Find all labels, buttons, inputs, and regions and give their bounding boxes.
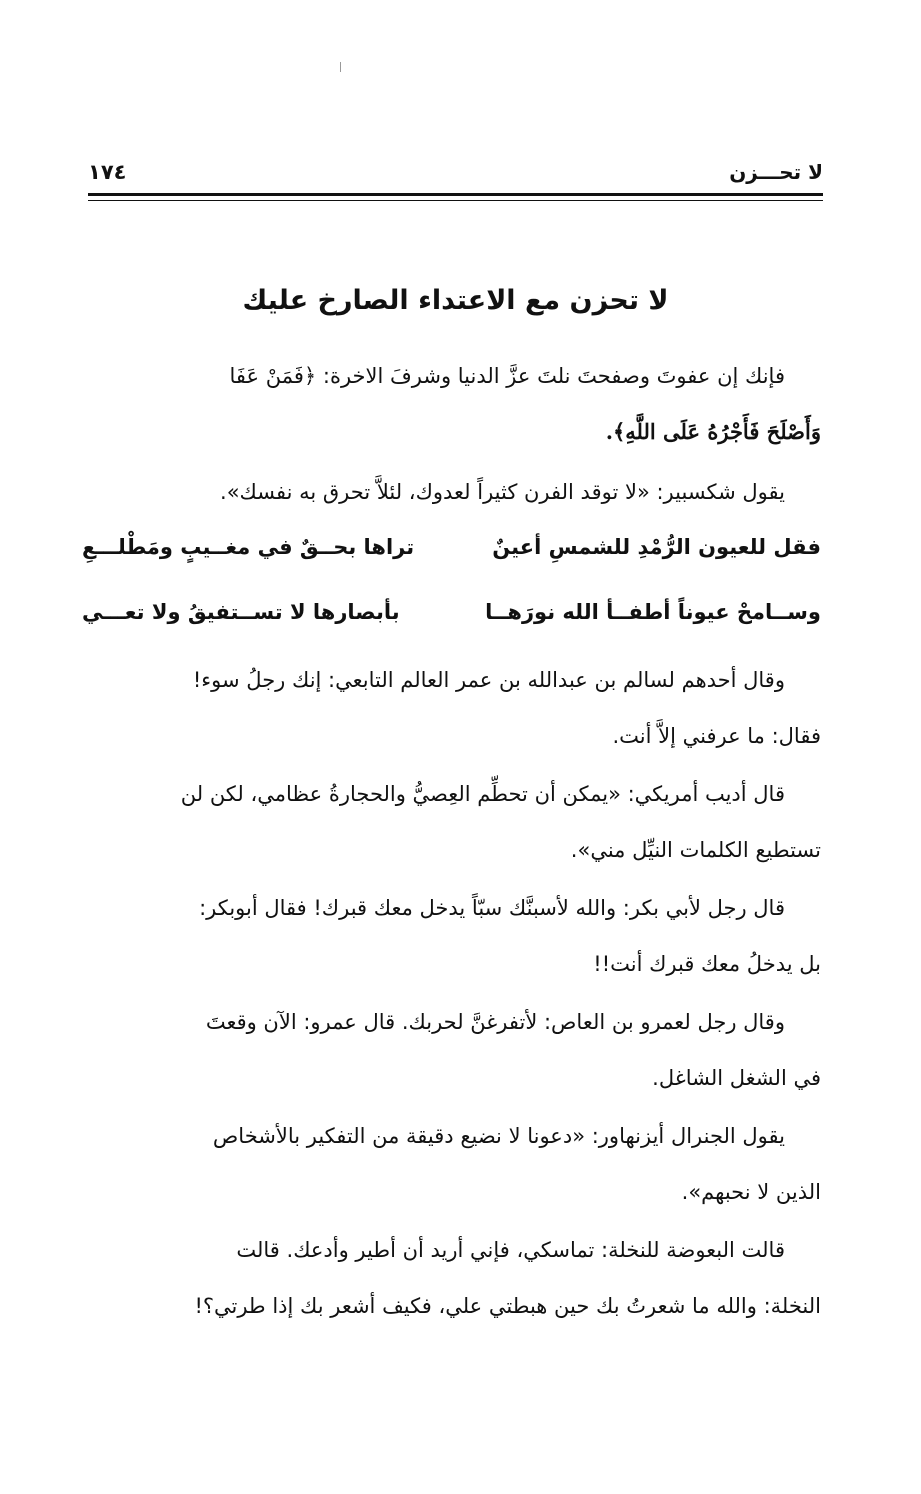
paragraph-line: النخلة: والله ما شعرتُ بك حين هبطتي علي، فكيف أشعر بك إذا طرتي؟! xyxy=(194,1294,821,1318)
paragraph-line: وقال رجل لعمرو بن العاص: لأتفرغنَّ لحربك. قال عمرو: الآن وقعتَ xyxy=(205,1010,785,1034)
paragraph-line: فإنك إن عفوتَ وصفحتَ نلتَ عزَّ الدنيا وشرفَ الاخرة: ﴿فَمَنْ عَفَا xyxy=(229,364,785,388)
paragraph-line: فقال: ما عرفني إلاَّ أنت. xyxy=(612,724,821,748)
running-header-title: لا تحـــزن xyxy=(729,160,823,184)
paragraph-line: قال أديب أمريكي: «يمكن أن تحطِّم العِصيُّ والحجارةُ عظامي، لكن لن xyxy=(180,782,785,806)
paragraph-line: قالت البعوضة للنخلة: تماسكي، فإني أريد أن أطير وأدعك. قالت xyxy=(236,1238,785,1262)
scan-mark xyxy=(340,62,341,72)
verse-second-hemistich: تراها بحــقٌ في مغــيبٍ ومَطْلـــعِ xyxy=(82,535,415,559)
header-rule-thick xyxy=(88,193,823,196)
paragraph xyxy=(82,766,821,878)
paragraph xyxy=(82,1222,821,1334)
poem-verse xyxy=(82,600,821,640)
paragraph xyxy=(82,1108,821,1220)
header-rule-thin xyxy=(88,200,823,201)
paragraph-line: يقول شكسبير: «لا توقد الفرن كثيراً لعدوك، لئلاَّ تحرق به نفسك». xyxy=(220,480,785,504)
paragraph xyxy=(82,348,821,460)
paragraph xyxy=(82,652,821,764)
paragraph-line: وقال أحدهم لسالم بن عبدالله بن عمر العالم التابعي: إنك رجلُ سوء! xyxy=(192,668,785,692)
verse-first-hemistich: فقل للعيون الرُّمْدِ للشمسِ أعينٌ xyxy=(492,535,821,559)
paragraph-line: يقول الجنرال أيزنهاور: «دعونا لا نضيع دقيقة من التفكير بالأشخاص xyxy=(212,1124,785,1148)
paragraph-line: تستطيع الكلمات النيِّل مني». xyxy=(570,838,821,862)
poem-verse xyxy=(82,535,821,575)
verse-second-hemistich: بأبصارها لا تســتفيقُ ولا تعـــي xyxy=(82,600,400,624)
paragraph xyxy=(82,880,821,992)
paragraph xyxy=(82,464,821,520)
paragraph xyxy=(82,994,821,1106)
paragraph-line: بل يدخلُ معك قبرك أنت!! xyxy=(593,952,821,976)
chapter-title: لا تحزن مع الاعتداء الصارخ عليك xyxy=(242,285,669,316)
verse-first-hemistich: وســامحْ عيوناً أطفــأ الله نورَهــا xyxy=(485,600,821,624)
paragraph-line: وَأَصْلَحَ فَأَجْرُهُ عَلَى اللَّهِ﴾. xyxy=(605,419,821,444)
paragraph-line: قال رجل لأبي بكر: والله لأسبنَّك سبّاً يدخل معك قبرك! فقال أبوبكر: xyxy=(199,896,785,920)
paragraph-line: في الشغل الشاغل. xyxy=(652,1066,821,1090)
page-number: ١٧٤ xyxy=(88,160,127,184)
paragraph-line: الذين لا نحبهم». xyxy=(681,1180,821,1204)
